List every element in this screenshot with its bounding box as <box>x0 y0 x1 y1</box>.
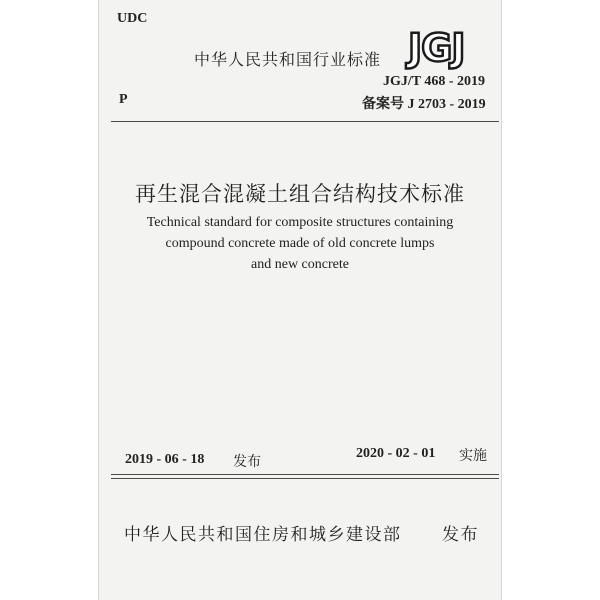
standard-code: JGJ/T 468 - 2019 <box>383 74 486 89</box>
publish-label: 发布 <box>442 525 479 545</box>
udc-label: UDC <box>117 11 148 26</box>
bottom-divider-lower <box>111 478 499 479</box>
book-cover <box>98 0 502 600</box>
record-number: 备案号 J 2703 - 2019 <box>362 97 486 112</box>
issuing-ministry: 中华人民共和国住房和城乡建设部 <box>124 525 402 545</box>
bottom-divider-upper <box>111 474 499 475</box>
title-english-line-2: compound concrete made of old concrete lumps <box>165 236 435 251</box>
implementation-date: 2020 - 02 - 01 <box>356 446 436 461</box>
jgj-logo: JGJ <box>408 26 465 70</box>
issue-label: 发布 <box>233 454 261 470</box>
title-english-line-3: and new concrete <box>251 257 349 272</box>
title-english <box>99 212 501 275</box>
top-divider <box>111 121 499 122</box>
title-english-line-1: Technical standard for composite structures containing <box>146 215 454 230</box>
industry-standard-heading: 中华人民共和国行业标准 <box>194 50 382 69</box>
category-letter: P <box>119 92 128 107</box>
title-chinese: 再生混合混凝土组合结构技术标准 <box>135 182 465 206</box>
implementation-label: 实施 <box>459 448 487 464</box>
issue-date: 2019 - 06 - 18 <box>125 452 205 467</box>
